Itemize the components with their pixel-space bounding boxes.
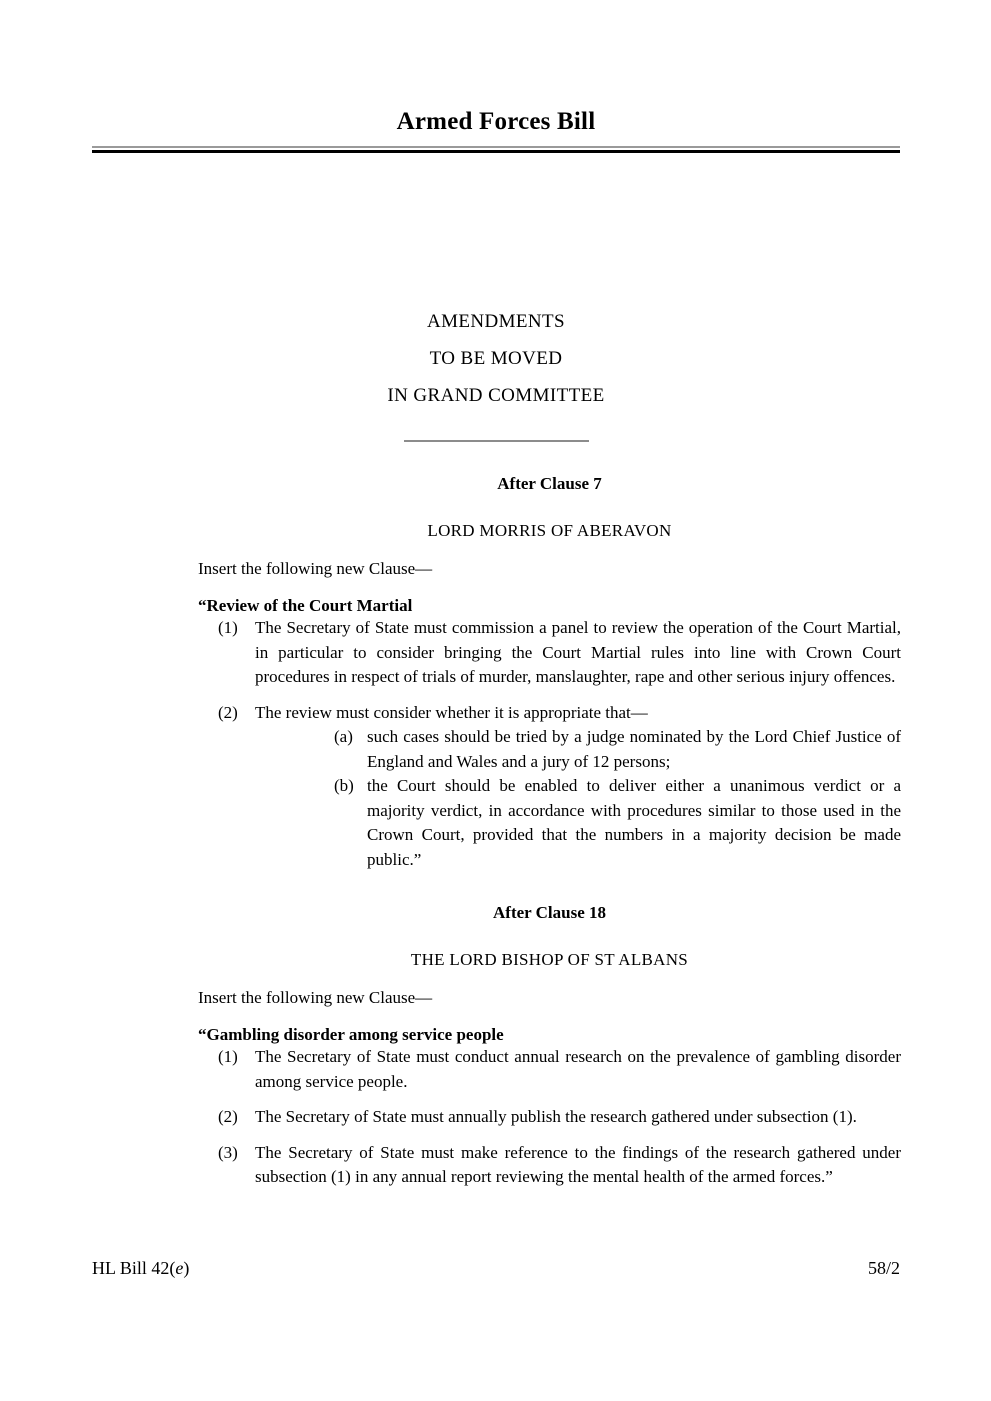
- list-item: [255, 725, 901, 774]
- amendment-section-after-clause-7: [198, 474, 901, 872]
- insert-instruction: Insert the following new Clause—: [198, 559, 433, 578]
- list-item-text: The Secretary of State must make reference to the findings of the research gathered under subsection (1) in any annual report reviewing the mental health of the armed forces.”: [255, 1142, 901, 1186]
- list-item-text: The Secretary of State must conduct annual research on the prevalence of gambling disorder among service people.: [255, 1047, 901, 1091]
- amendment-section-after-clause-18: [198, 903, 901, 1190]
- lettered-subitem-list: [255, 725, 901, 872]
- amendments-heading-line-3: IN GRAND COMMITTEE: [387, 385, 605, 406]
- list-item: [198, 1141, 901, 1190]
- list-item-marker: (1): [218, 1047, 238, 1066]
- list-item-marker: (3): [218, 1142, 238, 1162]
- list-item-marker: (b): [334, 776, 354, 795]
- bill-reference-prefix: HL Bill 42(: [92, 1258, 176, 1278]
- insert-instruction: Insert the following new Clause—: [198, 988, 433, 1007]
- amendments-divider: [404, 440, 589, 442]
- list-item-marker: (a): [334, 727, 353, 746]
- list-item-marker: (2): [218, 702, 238, 722]
- list-item-marker: (2): [218, 1107, 238, 1126]
- list-item: [255, 774, 901, 872]
- new-clause-title: “Review of the Court Martial: [198, 596, 413, 615]
- list-item-text: The Secretary of State must annually publish the research gathered under subsection (1).: [255, 1107, 857, 1126]
- list-item: [198, 616, 901, 690]
- new-clause-title: “Gambling disorder among service people: [198, 1025, 504, 1044]
- page-number: 58/2: [867, 1258, 900, 1278]
- numbered-subsection-list: [198, 1045, 901, 1190]
- amendments-divider-wrap: [92, 440, 900, 442]
- amendment-sponsor: LORD MORRIS OF ABERAVON: [427, 521, 672, 540]
- header-rule-thick: [92, 150, 900, 153]
- list-item-text: The Secretary of State must commission a panel to review the operation of the Court Martial, in particular to consider bringing the Court Martial rules into line with Crown Court procedures in respect of trials of murder, manslaughter, rape and other serious injury offences.: [255, 618, 901, 686]
- numbered-subsection-list: [198, 616, 901, 872]
- list-item-text: the Court should be enabled to deliver either a unanimous verdict or a majority verdict, in accordance with procedures similar to those used in the Crown Court, provided that the numbers in a majority decision be made public.”: [367, 776, 901, 869]
- amendment-sponsor: THE LORD BISHOP OF ST ALBANS: [410, 950, 689, 969]
- bill-reference-suffix: ): [183, 1258, 190, 1278]
- list-item-marker: (1): [218, 618, 238, 637]
- document-body: [198, 474, 901, 1190]
- clause-heading: After Clause 7: [497, 474, 602, 493]
- page-footer: [92, 1258, 900, 1279]
- list-item: [198, 701, 901, 873]
- header-rule-group: [92, 146, 900, 153]
- amendments-heading-line-2: TO BE MOVED: [429, 348, 563, 369]
- bill-reference-italic-letter: e: [175, 1258, 184, 1278]
- amendments-heading-line-1: AMENDMENTS: [426, 311, 566, 332]
- list-item-text: The review must consider whether it is appropriate that—: [255, 702, 648, 722]
- page-title: Armed Forces Bill: [396, 108, 596, 135]
- list-item: [198, 1045, 901, 1094]
- bill-reference: [92, 1258, 189, 1279]
- list-item-text: such cases should be tried by a judge nominated by the Lord Chief Justice of England and Wales and a jury of 12 persons;: [367, 727, 901, 771]
- list-item: [198, 1105, 901, 1130]
- clause-heading: After Clause 18: [493, 903, 606, 922]
- amendments-heading-block: [92, 303, 900, 442]
